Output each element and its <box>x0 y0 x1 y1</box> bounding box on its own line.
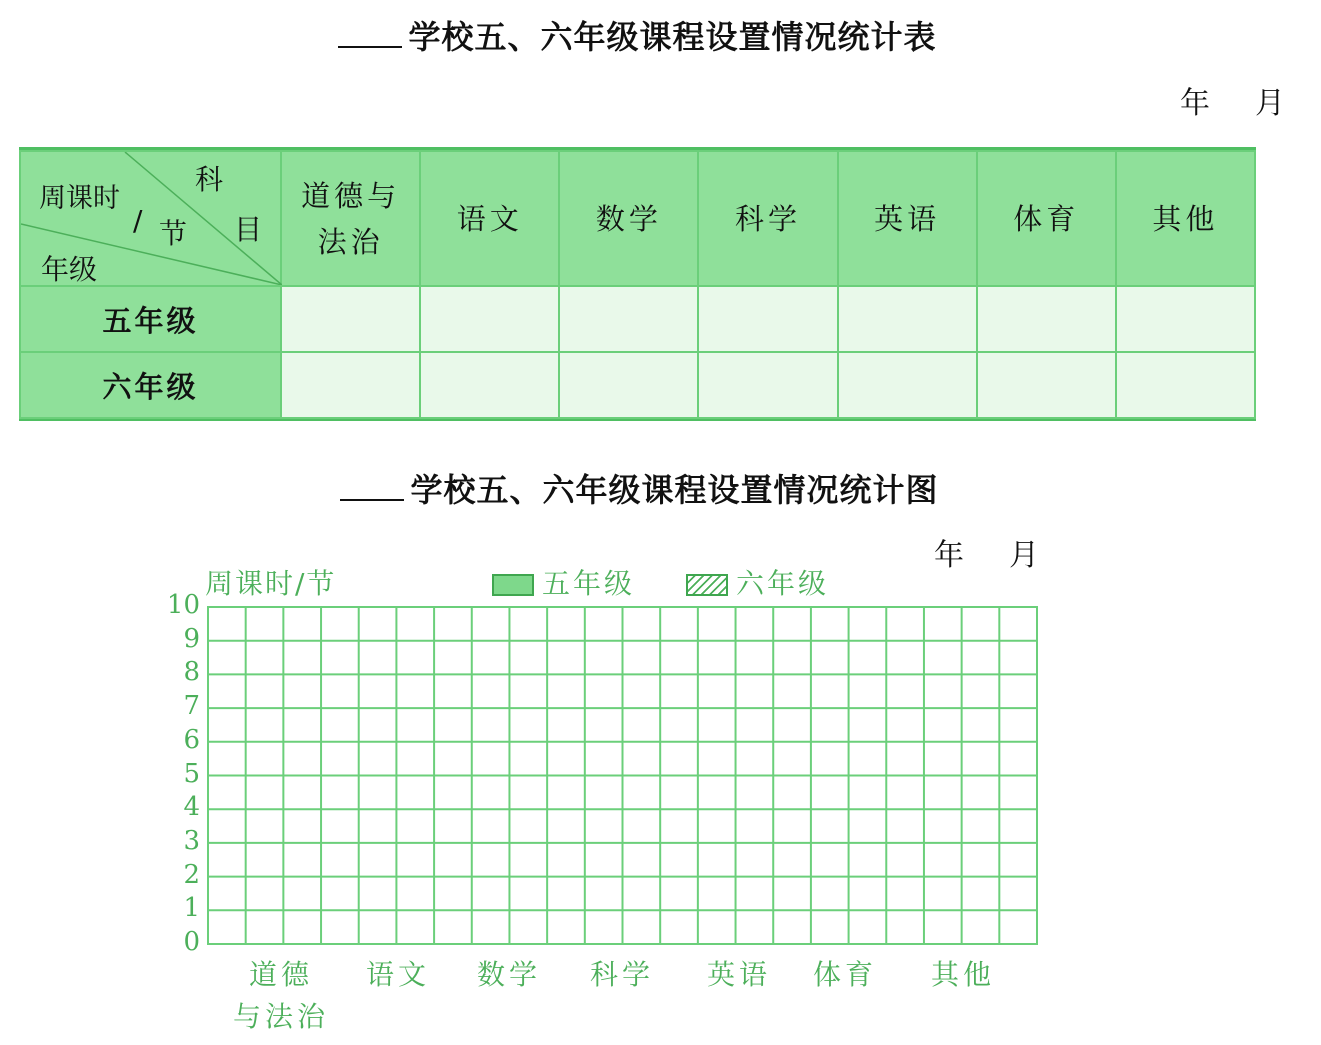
x-category-line1: 科学 <box>589 958 654 991</box>
chart-y-axis-label: 周课时/节 <box>205 567 337 600</box>
corner-subject-1: 科 <box>195 163 224 196</box>
y-tick-label: 6 <box>183 724 200 755</box>
table-date-year: 年 <box>1180 86 1211 121</box>
x-category-label <box>903 954 1023 996</box>
subject-header-line1: 体育 <box>1013 201 1080 236</box>
x-category-label <box>562 954 682 996</box>
y-tick-label: 10 <box>166 590 200 620</box>
y-tick-label: 1 <box>183 893 200 924</box>
chart-date-month: 月 <box>1009 538 1040 573</box>
subject-header-line1: 数学 <box>595 201 662 236</box>
x-category-label <box>338 954 458 996</box>
table-title-text: 学校五、六年级课程设置情况统计表 <box>408 18 937 56</box>
subject-header-line1: 英语 <box>874 201 941 236</box>
table-date-month: 月 <box>1255 86 1286 121</box>
x-category-label <box>221 954 341 1038</box>
x-category-line1: 英语 <box>706 958 771 991</box>
row-header-grade6: 六年级 <box>20 352 281 418</box>
y-tick-label: 8 <box>183 657 200 688</box>
y-tick-label: 0 <box>183 927 200 957</box>
chart-date-year: 年 <box>934 538 965 573</box>
subject-header-line1: 科学 <box>734 201 801 236</box>
subject-header-line1: 道德与 <box>301 178 401 213</box>
y-tick-label: 3 <box>183 825 200 856</box>
row-header-grade5: 五年级 <box>20 286 281 352</box>
corner-grade: 年级 <box>41 253 98 286</box>
y-tick-label: 9 <box>183 623 200 654</box>
x-category-line1: 数学 <box>476 958 541 991</box>
x-category-label <box>785 954 905 996</box>
x-category-line1: 体育 <box>812 958 877 991</box>
x-category-label <box>679 954 799 996</box>
corner-hours: 周课时 <box>39 183 120 214</box>
x-category-line1: 其他 <box>930 958 995 991</box>
y-tick-label: 5 <box>183 758 200 789</box>
chart-title-text: 学校五、六年级课程设置情况统计图 <box>410 471 939 509</box>
corner-slash: / <box>133 204 143 237</box>
subject-header-line2: 法治 <box>317 224 384 259</box>
corner-unit: 节 <box>159 217 188 250</box>
legend-label-grade6: 六年级 <box>736 567 830 600</box>
subject-header-line1: 语文 <box>456 201 523 236</box>
y-tick-label: 7 <box>183 691 200 722</box>
legend-label-grade5: 五年级 <box>542 567 636 600</box>
subject-header-line1: 其他 <box>1152 201 1219 236</box>
x-category-line1: 语文 <box>365 958 430 991</box>
x-category-line1: 道德 <box>248 958 313 991</box>
x-category-line2: 与法治 <box>232 1000 329 1033</box>
y-tick-label: 2 <box>183 859 200 890</box>
y-tick-label: 4 <box>183 792 200 823</box>
x-category-label <box>449 954 569 996</box>
corner-subject-2: 目 <box>234 213 263 246</box>
